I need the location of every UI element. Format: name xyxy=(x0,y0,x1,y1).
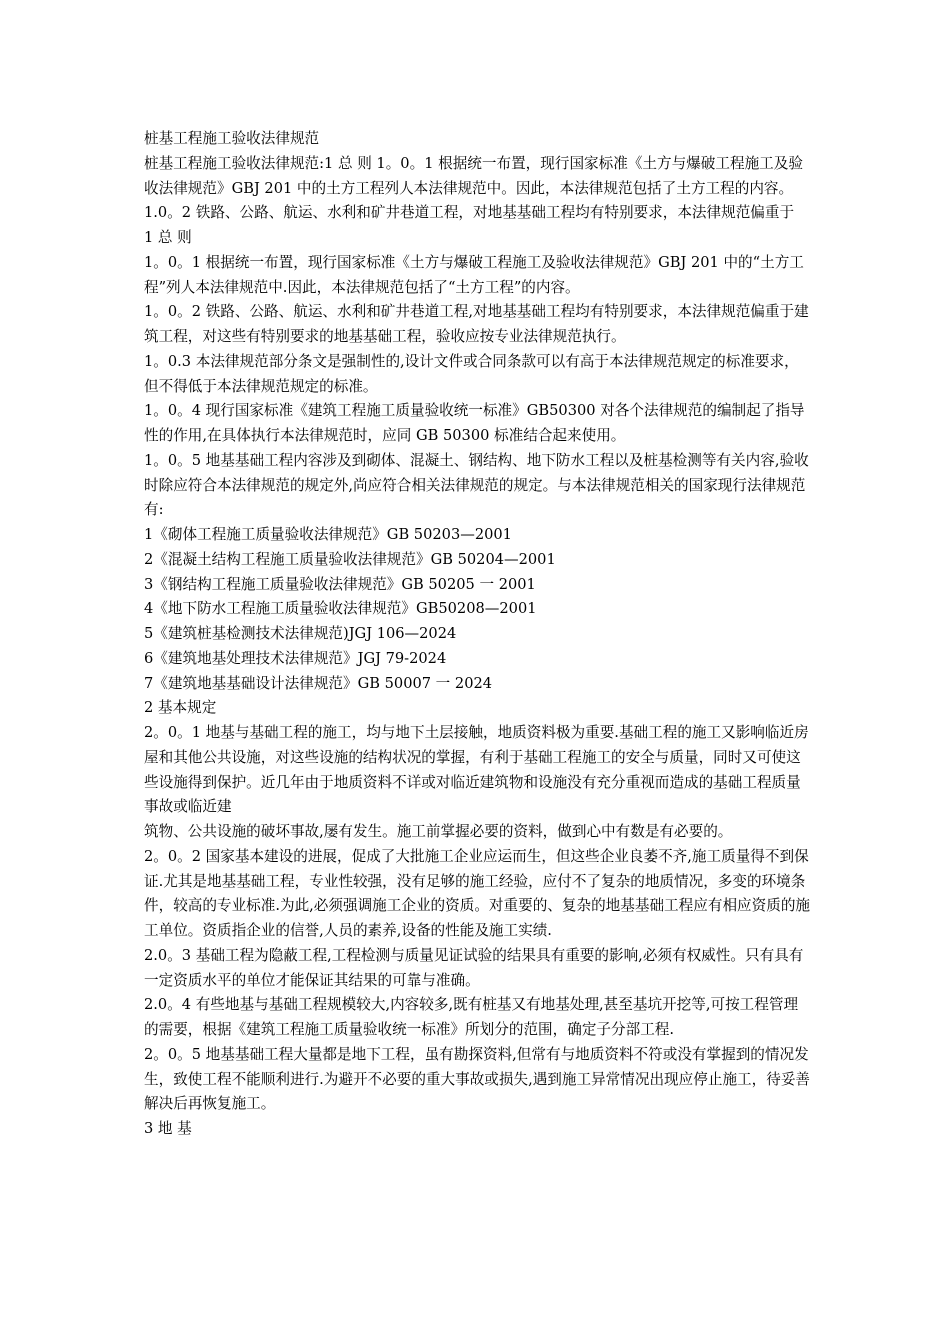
section-heading-3: 3 地 基 xyxy=(144,1120,192,1137)
clause-2-0-3: 2.0。3 基础工程为隐蔽工程,工程检测与质量见证试验的结果具有重要的影响,必须有权威性。只有具有一定资质水平的单位才能保证其结果的可靠与准确。 xyxy=(144,946,804,989)
document-body xyxy=(144,127,810,1142)
clause-2-0-1-continued: 筑物、公共设施的破坏事故,屡有发生。施工前掌握必要的资料，做到心中有数是有必要的。 xyxy=(144,823,733,840)
document-title: 桩基工程施工验收法律规范 xyxy=(144,130,320,147)
clause-2-0-2: 2。0。2 国家基本建设的进展，促成了大批施工企业应运而生，但这些企业良萎不齐,施工质量得不到保证.尤其是地基基础工程，专业性较强，没有足够的施工经验，应付不了复杂的地质情况，多变的环境条件，较高的专业标准.为此,必须强调施工企业的资质。对重要的、复杂的地基基础工程应有相应资质的施工单位。资质指企业的信誉,人员的素养,设备的性能及施工实绩. xyxy=(144,847,811,939)
paragraph-summary: 桩基工程施工验收法律规范:1 总 则 1。0。1 根据统一布置，现行国家标准《土方与爆破工程施工及验 收法律规范》GBJ 201 中的土方工程列人本法律规范中。因此，本法律规范包括了土方工程的内容。 1.0。2 铁路、公路、航运、水利和矿井巷道工程，对地基基础工程均有特别要求，本法律规范偏重于 xyxy=(144,154,803,222)
clause-2-0-4: 2.0。4 有些地基与基础工程规模较大,内容较多,既有桩基又有地基处理,甚至基坑开挖等,可按工程管理的需要，根据《建筑工程施工质量验收统一标准》所划分的范围，确定子分部工程. xyxy=(144,996,799,1038)
clause-1-0-3: 1。0.3 本法律规范部分条文是强制性的,设计文件或合同条款可以有高于本法律规范规定的标准要求，但不得低于本法律规范规定的标准。 xyxy=(144,352,799,395)
section-heading-2: 2 基本规定 xyxy=(144,699,217,717)
standard-list-item: 4《地下防水工程施工质量验收法律规范》GB50208—2001 xyxy=(144,600,537,618)
standard-list-item: 2《混凝土结构工程施工质量验收法律规范》GB 50204—2001 xyxy=(144,550,556,568)
clause-2-0-5: 2。0。5 地基基础工程大量都是地下工程，虽有勘探资料,但常有与地质资料不符或没有掌握到的情况发生，致使工程不能顺利进行.为避开不必要的重大事故或损失,遇到施工异常情况出现应停止施工，待妥善解决后再恢复施工。 xyxy=(144,1045,811,1113)
standard-list-item: 6《建筑地基处理技术法律规范》JGJ 79-2024 xyxy=(144,649,447,667)
standard-list-item: 7《建筑地基基础设计法律规范》GB 50007 一 2024 xyxy=(144,674,493,692)
clause-2-0-1: 2。0。1 地基与基础工程的施工，均与地下土层接触，地质资料极为重要.基础工程的施工又影响临近房屋和其他公共设施，对这些设施的结构状况的掌握，有利于基础工程施工的安全与质量，同时又可使这些设施得到保护。近几年由于地质资料不详或对临近建筑物和设施没有充分重视而造成的基础工程质量事故或临近建 xyxy=(144,724,809,816)
standard-list-item: 1《砌体工程施工质量验收法律规范》GB 50203—2001 xyxy=(144,526,512,543)
standard-list-item: 5《建筑桩基检测技术法律规范)JGJ 106—2024 xyxy=(144,625,457,642)
standard-list-item: 3《钢结构工程施工质量验收法律规范》GB 50205 一 2001 xyxy=(144,575,536,593)
clause-1-0-4: 1。0。4 现行国家标准《建筑工程施工质量验收统一标准》GB50300 对各个法律规范的编制起了指导性的作用,在具体执行本法律规范时，应同 GB 50300 标准结合起来使用。 xyxy=(144,402,805,444)
clause-1-0-5: 1。0。5 地基基础工程内容涉及到砌体、混凝土、钢结构、地下防水工程以及桩基检测等有关内容,验收时除应符合本法律规范的规定外,尚应符合相关法律规范的规定。与本法律规范相关的国家现行法律规范有: xyxy=(144,451,809,519)
clause-1-0-1: 1。0。1 根据统一布置，现行国家标准《土方与爆破工程施工及验收法律规范》GBJ 201 中的“土方工程”列人本法律规范中.因此，本法律规范包括了“土方工程”的内容。 xyxy=(144,253,804,296)
section-heading-1: 1 总 则 xyxy=(144,229,192,246)
clause-1-0-2: 1。0。2 铁路、公路、航运、水利和矿井巷道工程,对地基基础工程均有特别要求，本法律规范偏重于建筑工程，对这些有特别要求的地基基础工程，验收应按专业法律规范执行。 xyxy=(144,303,809,345)
